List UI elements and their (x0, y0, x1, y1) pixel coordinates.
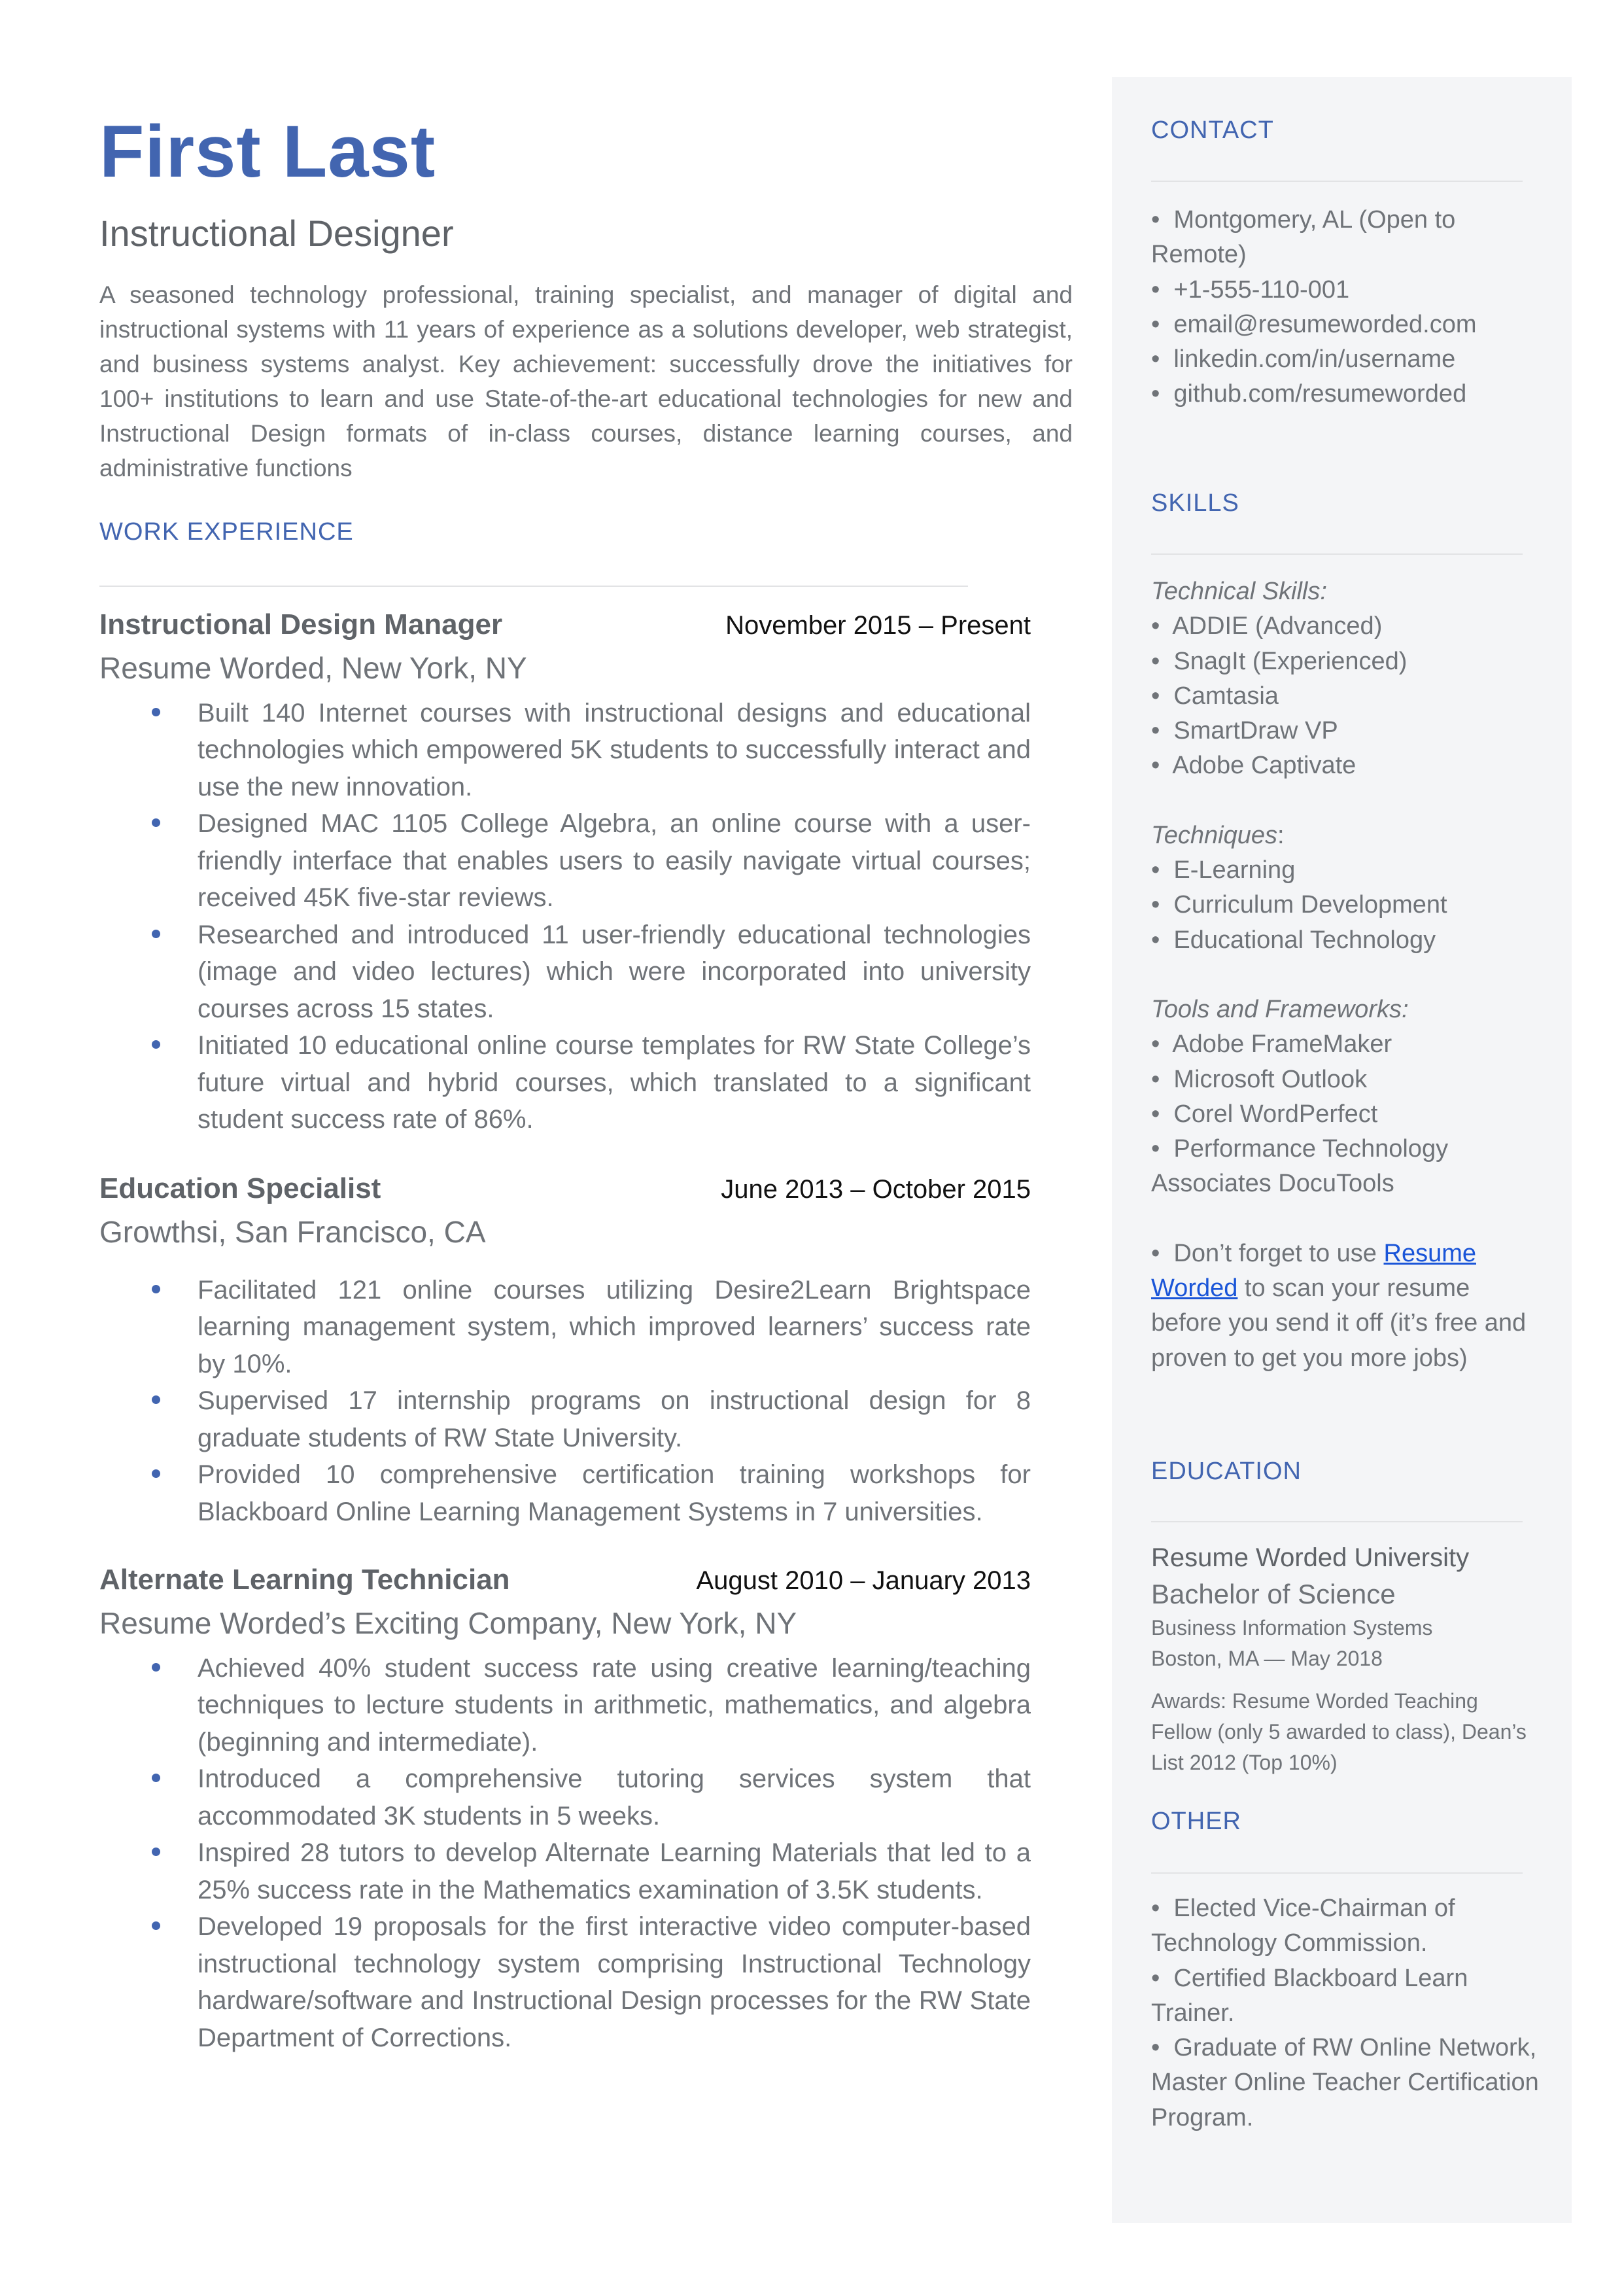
job-bullet: Researched and introduced 11 user-friendly educational technologies (image and video lectures) which were incorporated into university courses across 15 states. (99, 917, 1031, 1028)
bullet-dot-icon (152, 1774, 160, 1782)
bullet-dot-icon (152, 1395, 160, 1404)
bullet-dot-icon (152, 818, 160, 827)
summary-paragraph: A seasoned technology professional, training specialist, and manager of digital and instructional systems with 11 years of experience as a solutions developer, web strategist, and business systems analyst. Key achievement: successfully drove the initiatives for 100+ institutions to learn and use State-of-the-art educational technologies for new and Instructional Design formats of in-class courses, distance learning courses, and administrative functions (99, 281, 1073, 482)
bullet-dot-icon (152, 1921, 160, 1930)
job-bullet: Introduced a comprehensive tutoring services system that accommodated 3K students in 5 weeks. (99, 1761, 1031, 1834)
contact-heading: CONTACT (1151, 116, 1274, 144)
job-bullet: Designed MAC 1105 College Algebra, an online course with a user-friendly interface that enables users to easily navigate virtual courses; received 45K five-star reviews. (99, 805, 1031, 917)
job-title: Education Specialist (99, 1172, 381, 1204)
contact-github[interactable]: • github.com/resumeworded (1151, 380, 1467, 408)
skill-item: • Educational Technology (1151, 926, 1436, 954)
skill-item: • Microsoft Outlook (1151, 1065, 1368, 1093)
job-dates: August 2010 – January 2013 (696, 1566, 1031, 1595)
other-item: • Graduate of RW Online Network, Master Online Teacher Certification Program. (1151, 2034, 1539, 2131)
skill-item: • Adobe Captivate (1151, 752, 1356, 780)
section-divider (1151, 1872, 1523, 1874)
skill-item: • ADDIE (Advanced) (1151, 612, 1383, 640)
section-divider (1151, 181, 1523, 182)
skill-item: • Curriculum Development (1151, 891, 1447, 919)
job-entry (99, 1564, 1031, 2056)
candidate-name: First Last (99, 111, 436, 192)
bullet-dot-icon (152, 1285, 160, 1293)
job-entry (99, 608, 1031, 1138)
education-heading: EDUCATION (1151, 1458, 1302, 1485)
resume-worded-link[interactable]: Resume Worded (1151, 1239, 1476, 1303)
job-bullet: Provided 10 comprehensive certification training workshops for Blackboard Online Learning Management Systems in 7 universities. (99, 1456, 1031, 1530)
section-divider (1151, 1521, 1523, 1522)
contact-phone[interactable]: • +1-555-110-001 (1151, 275, 1350, 304)
job-dates: November 2015 – Present (725, 611, 1031, 640)
education-block (1151, 1539, 1544, 1778)
bullet-dot-icon (152, 930, 160, 938)
sidebar (1112, 77, 1572, 2223)
skills-list (1151, 574, 1544, 1376)
job-entry (99, 1172, 1031, 1530)
job-bullet: Inspired 28 tutors to develop Alternate Learning Materials that led to a 25% success rate in the Mathematics examination of 3.5K students. (99, 1834, 1031, 1908)
other-heading: OTHER (1151, 1808, 1241, 1835)
job-dates: June 2013 – October 2015 (721, 1175, 1031, 1204)
job-company: Resume Worded’s Exciting Company, New York, NY (99, 1606, 797, 1640)
work-experience-heading: WORK EXPERIENCE (99, 518, 354, 546)
skills-category-technical: Technical Skills: (1151, 578, 1327, 605)
skills-heading: SKILLS (1151, 489, 1239, 517)
education-location-date: Boston, MA — May 2018 (1151, 1647, 1383, 1670)
other-list (1151, 1891, 1544, 2135)
job-company: Resume Worded, New York, NY (99, 651, 527, 685)
other-item: • Certified Blackboard Learn Trainer. (1151, 1964, 1468, 2027)
section-divider (1151, 553, 1523, 555)
job-company: Growthsi, San Francisco, CA (99, 1215, 486, 1249)
job-bullet: Built 140 Internet courses with instructional designs and educational technologies which empowered 5K students to successfully interact and use the new innovation. (99, 695, 1031, 806)
education-major: Business Information Systems (1151, 1616, 1433, 1639)
job-title: Instructional Design Manager (99, 608, 503, 640)
job-bullets (99, 1650, 1031, 2057)
job-role: Instructional Designer (99, 213, 454, 254)
skill-item: • SnagIt (Experienced) (1151, 647, 1408, 675)
education-degree: Bachelor of Science (1151, 1579, 1396, 1609)
skill-item: • Camtasia (1151, 682, 1279, 710)
contact-linkedin[interactable]: • linkedin.com/in/username (1151, 345, 1456, 374)
job-bullets (99, 695, 1031, 1138)
job-bullet: Achieved 40% student success rate using creative learning/teaching techniques to lecture students in arithmetic, mathematics, and algebra (beginning and intermediate). (99, 1650, 1031, 1761)
job-bullet: Facilitated 121 online courses utilizing Desire2Learn Brightspace learning management system, which improved learners’ success rate by 10%. (99, 1272, 1031, 1383)
bullet-dot-icon (152, 1663, 160, 1672)
skill-item: • E-Learning (1151, 856, 1296, 885)
skill-item: • Adobe FrameMaker (1151, 1030, 1392, 1059)
job-bullet: Supervised 17 internship programs on instructional design for 8 graduate students of RW State University. (99, 1382, 1031, 1456)
skill-item: • Performance Technology Associates DocuTools (1151, 1135, 1449, 1198)
bullet-dot-icon (152, 1848, 160, 1856)
contact-email[interactable]: • email@resumeworded.com (1151, 310, 1477, 338)
skill-item: • Corel WordPerfect (1151, 1100, 1378, 1128)
section-divider (99, 586, 968, 587)
job-bullet: Developed 19 proposals for the first interactive video computer-based instructional technology system comprising Instructional Technology hardware/software and Instructional Design processes for the RW State Department of Corrections. (99, 1908, 1031, 2056)
bullet-dot-icon (152, 1040, 160, 1049)
contact-list (1151, 203, 1544, 412)
bullet-dot-icon (152, 708, 160, 716)
skill-item: • SmartDraw VP (1151, 717, 1338, 745)
education-awards: Awards: Resume Worded Teaching Fellow (only 5 awarded to class), Dean’s List 2012 (Top 10%) (1151, 1689, 1527, 1774)
skills-category-techniques: Techniques: (1151, 821, 1285, 849)
bullet-dot-icon (152, 1469, 160, 1478)
skills-category-tools: Tools and Frameworks: (1151, 995, 1409, 1023)
other-item: • Elected Vice-Chairman of Technology Commission. (1151, 1895, 1455, 1957)
job-bullets (99, 1272, 1031, 1531)
contact-location: • Montgomery, AL (Open to Remote) (1151, 206, 1456, 269)
job-title: Alternate Learning Technician (99, 1564, 510, 1596)
resume-worded-tip: • Don’t forget to use Resume Worded to scan your resume before you send it off (it’s free and proven to get you more jobs) (1151, 1239, 1527, 1372)
education-school: Resume Worded University (1151, 1543, 1470, 1572)
job-bullet: Initiated 10 educational online course templates for RW State College’s future virtual and hybrid courses, which translated to a significant student success rate of 86%. (99, 1027, 1031, 1138)
